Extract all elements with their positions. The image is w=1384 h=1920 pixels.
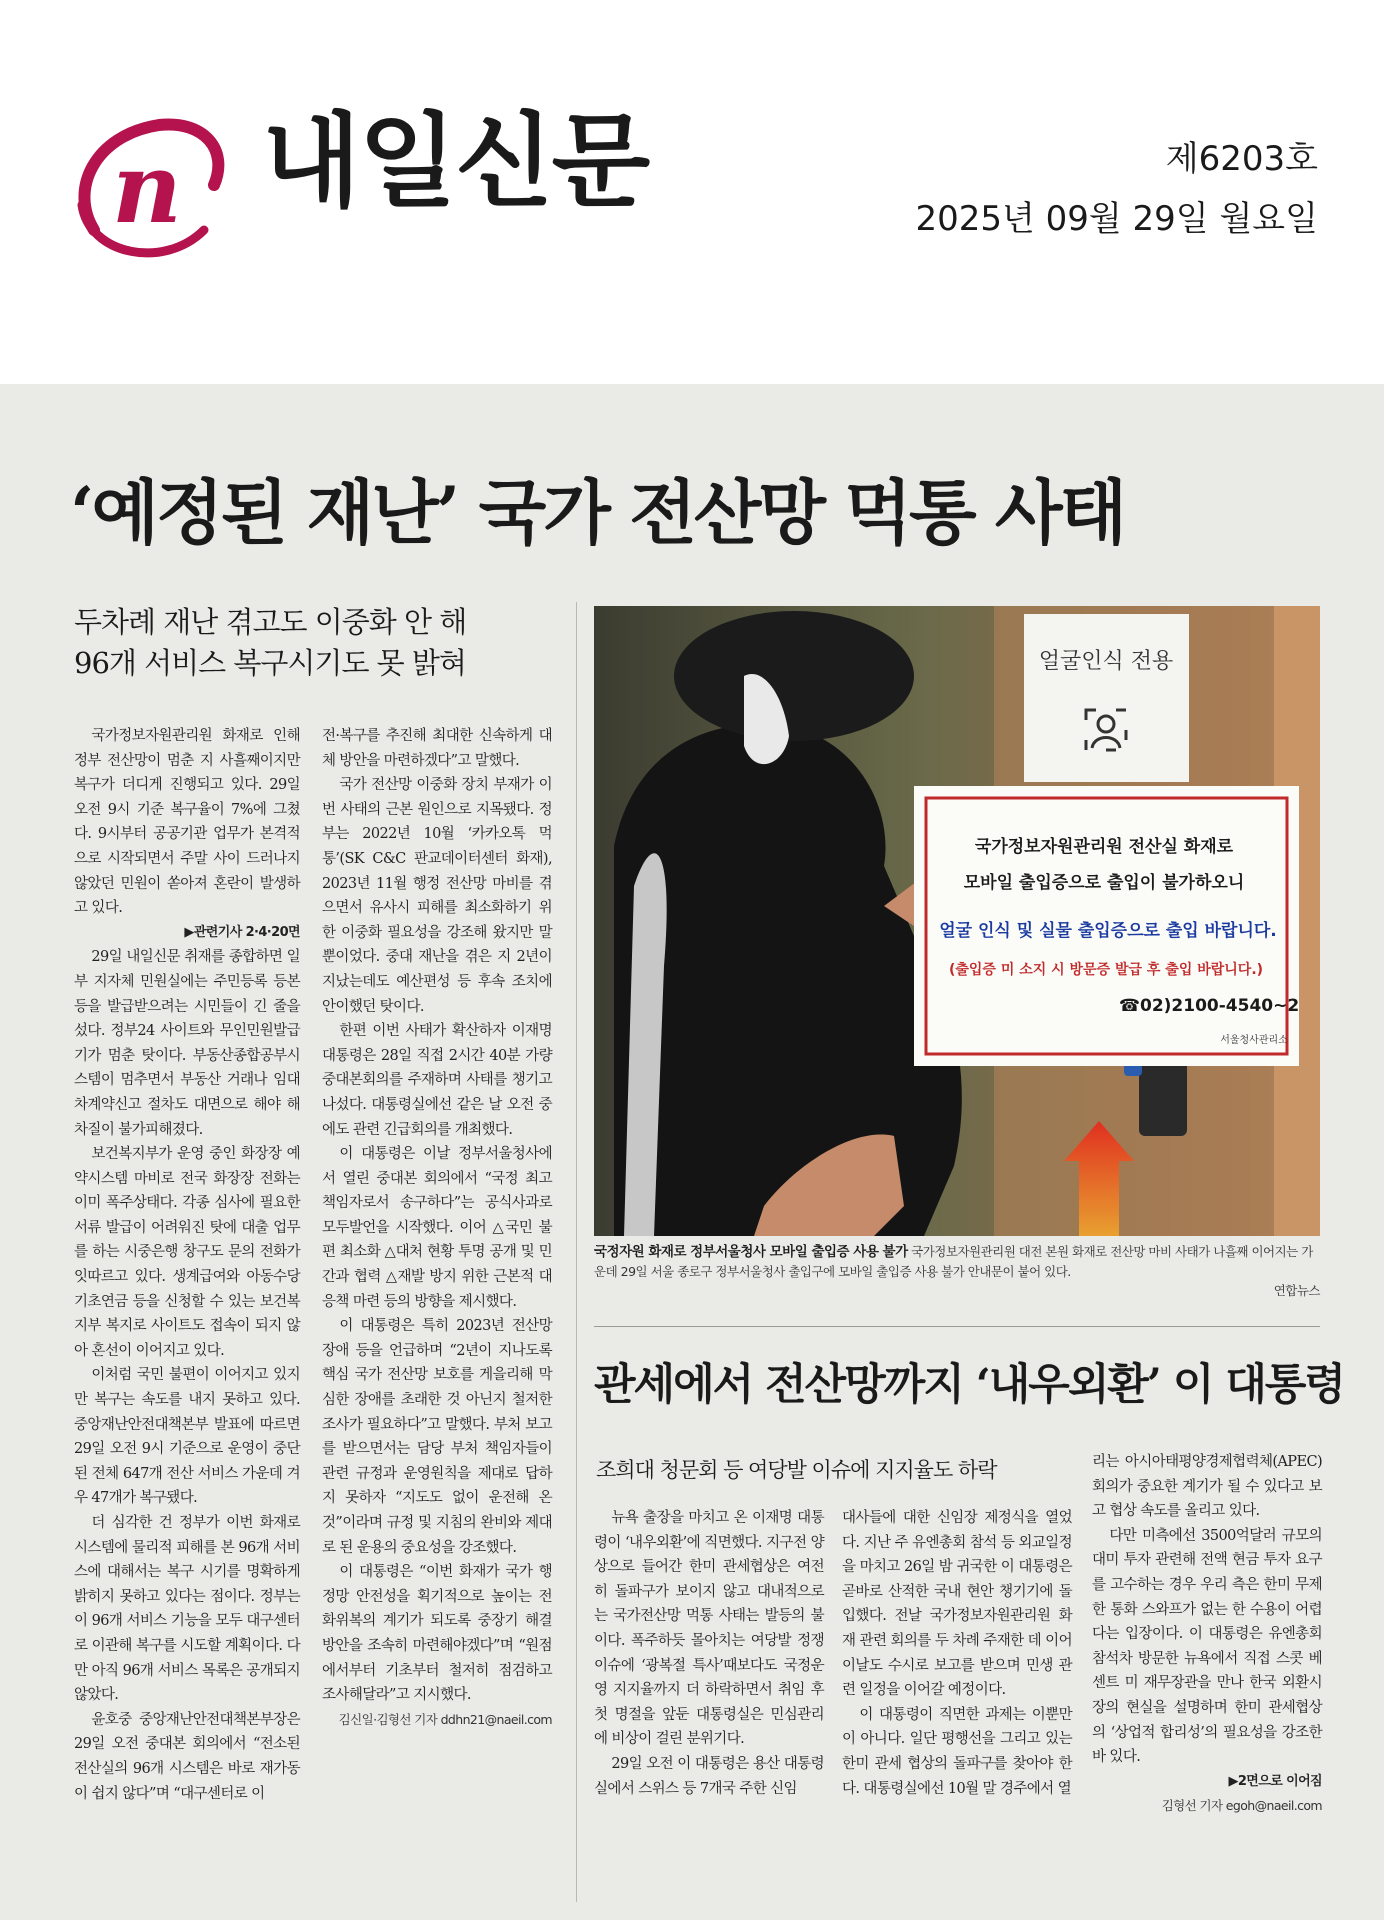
caption-text: 국가정보자원관리원 대전 본원 화재로 전산망 마비 사태가 나흘째 이어지는 가운데 29일 서울 종로구 정부서울청사 출입구에 모바일 출입증 사용 불가 안내문이 붙어 있다. [594, 1244, 1313, 1279]
svg-text:n: n [112, 132, 182, 245]
paragraph: 대사들에 대한 신임장 제정식을 열었다. 지난 주 유엔총회 참석 등 외교일정을 마치고 26일 밤 귀국한 이 대통령은 곧바로 산적한 국내 현안 챙기기에 돌입했다. 전날 국가정보자원관리원 화재 관련 회의를 두 차례 주재한 데 이어 이날도 수시로 보고를 받으며 민생 관련 일정을 이어갈 예정이다. [842, 1510, 1072, 1699]
paragraph: 이 대통령이 직면한 과제는 이뿐만이 아니다. 일단 평행선을 그리고 있는 한미 관세 협상의 돌파구를 찾아야 한다. 대통령실에선 10월 말 경주에서 열 [842, 1706, 1072, 1797]
sign-face-recognition: 얼굴인식 전용 [1038, 649, 1174, 674]
continue-ref: ▶2면으로 이어짐 [1228, 1773, 1322, 1789]
caption-title: 국정자원 화재로 정부서울청사 모바일 출입증 사용 불가 [594, 1244, 908, 1260]
paragraph: 국가 전산망 이중화 장치 부재가 이번 사태의 근본 원인으로 지목됐다. 정부는 2022년 10월 ‘카카오톡 먹통’(SK C&C 판교데이터센터 화재), 2023년 11월 행정 전산망 마비를 겪으면서 유사시 피해를 최소화하기 위한 이중화 필요성을 강조해 왔지만 말뿐이었다. 중대 재난을 겪은 지 2년이 지났는데도 예산편성 등 후속 조치에 안이했던 탓이다. [322, 777, 552, 1015]
caption-credit: 연합뉴스 [1273, 1283, 1320, 1298]
paragraph: 한편 이번 사태가 확산하자 이재명 대통령은 28일 직접 2시간 40분 가량 중대본회의를 주재하며 사태를 챙기고 나섰다. 대통령실에선 같은 날 오전 중에도 관련 긴급회의를 개최했다. [322, 1023, 552, 1138]
notice-line: 모바일 출입증으로 출입이 불가하오니 [963, 873, 1245, 893]
article2-byline: 김형선 기자 egoh@naeil.com [1161, 1798, 1322, 1814]
subhead-line: 두차례 재난 겪고도 이중화 안 해 [74, 605, 467, 639]
related-articles-ref: ▶관련기사 2·4·20면 [184, 924, 300, 940]
article1-byline: 김신일·김형선 기자 ddhn21@naeil.com [338, 1711, 552, 1727]
paragraph: 이 대통령은 “이번 화재가 국가 행정망 안전성을 획기적으로 높이는 전화위복의 계기가 되도록 중장기 해결 방안을 조속히 마련해야겠다”며 “원점에서부터 기초부터 철저히 점검하고 조사해달라”고 지시했다. [322, 1564, 552, 1704]
masthead [0, 0, 1384, 384]
paragraph: 29일 내일신문 취재를 종합하면 일부 지자체 민원실에는 주민등록 등본 등을 발급받으려는 시민들이 긴 줄을 섰다. 정부24 사이트와 무인민원발급기가 멈춘 탓이다. 부동산종합공부시스템이 멈추면서 부동산 거래나 임대차계약신고 절차도 대면으로 해야 해 차질이 불가피해졌다. [74, 949, 300, 1138]
second-headline: 관세에서 전산망까지 ‘내우외환’ 이 대통령 [594, 1360, 1344, 1410]
notice-line: 얼굴 인식 및 실물 출입증으로 출입 바랍니다. [939, 921, 1277, 941]
paragraph: 이 대통령은 특히 2023년 전산망 장애 등을 언급하며 “2년이 지나도록 핵심 국가 전산망 보호를 게을리해 막심한 장애를 초래한 것 아닌지 철저한 조사가 필요하다”고 말했다. 부처 보고를 받으면서는 담당 부처 책임자들이 관련 규정과 운영원칙을 제대로 답하지 못하자 “지도도 없이 운전해 온 것”이라며 규정 및 지침의 완비와 제대로 된 운용의 중요성을 강조했다. [322, 1318, 552, 1556]
news-photo [594, 606, 1320, 1236]
article2-column-1 [594, 1506, 824, 1801]
issue-number: 제6203호 [1165, 139, 1318, 179]
paragraph: 보건복지부가 운영 중인 화장장 예약시스템 마비로 전국 화장장 전화는 이미 폭주상태다. 각종 심사에 필요한 서류 발급이 어려워진 탓에 대출 업무를 하는 시중은행 창구도 문의 전화가 잇따르고 있다. 생계급여와 아동수당 기초연금 등을 신청할 수 있는 보건복지부 복지로 사이트도 접속이 되지 않아 혼선이 이어지고 있다. [74, 1146, 300, 1359]
paragraph: 윤호중 중앙재난안전대책본부장은 29일 오전 중대본 회의에서 “전소된 전산실의 96개 시스템은 바로 재가동이 쉽지 않다”며 “대구센터로 이 [74, 1711, 300, 1802]
paragraph: 뉴욕 출장을 마치고 온 이재명 대통령이 ‘내우외환’에 직면했다. 지구전 양상으로 들어간 한미 관세협상은 여전히 돌파구가 보이지 않고 대내적으로는 국가전산망 먹통 사태는 발등의 불이다. 폭주하듯 몰아치는 여당발 정쟁 이슈에 ‘광복절 특사’때보다도 국정운영 지지율까지 더 하락하면서 취임 후 첫 명절을 앞둔 대통령실은 민심관리에 비상이 걸린 분위기다. [594, 1510, 824, 1748]
notice-line: 국가정보자원관리원 전산실 화재로 [974, 837, 1234, 857]
paragraph: 리는 아시아태평양경제협력체(APEC) 회의가 중요한 계기가 될 수 있다고 보고 협상 속도를 올리고 있다. [1092, 1454, 1322, 1520]
paragraph: 이처럼 국민 불편이 이어지고 있지만 복구는 속도를 내지 못하고 있다. 중앙재난안전대책본부 발표에 따르면 29일 오전 9시 기준으로 운영이 중단된 전체 647개 전산 서비스 가운데 겨우 47개가 복구됐다. [74, 1367, 300, 1507]
notice-org: 서울청사관리소 [1220, 1035, 1288, 1046]
newspaper-name: 내일신문 [262, 103, 649, 222]
naeil-logo-icon [64, 110, 234, 270]
front-page [0, 384, 1384, 1920]
article2-column-3 [1092, 1450, 1322, 1819]
notice-phone: ☎02)2100-4540~2 [1118, 996, 1300, 1016]
paragraph: 다만 미측에선 3500억달러 규모의 대미 투자 관련해 전액 현금 투자 요구를 고수하는 경우 우리 측은 한미 무제한 통화 스와프가 없는 한 수용이 어렵다는 입장이다. 이 대통령은 유엔총회 참석차 방문한 뉴욕에서 직접 스콧 베센트 미 재무장관을 만나 한국 외환시장의 현실을 설명하며 한미 관세협상의 ‘상업적 합리성’의 필요성을 강조한 바 있다. [1092, 1527, 1322, 1766]
section-divider [594, 1326, 1320, 1327]
column-divider [576, 602, 577, 1902]
paragraph: 더 심각한 건 정부가 이번 화재로 시스템에 물리적 피해를 본 96개 서비스에 대해서는 복구 시기를 명확하게 밝히지 못하고 있다는 점이다. 정부는 이 96개 서비스 기능을 모두 대구센터로 이관해 복구를 시도할 계획이다. 다만 아직 96개 서비스 목록은 공개되지 않았다. [74, 1515, 300, 1704]
article1-column-2 [322, 724, 552, 1732]
issue-date: 2025년 09월 29일 월요일 [915, 199, 1318, 239]
paragraph: 전·복구를 추진해 최대한 신속하게 대체 방안을 마련하겠다”고 말했다. [322, 728, 552, 769]
main-subhead [74, 602, 574, 684]
paragraph: 이 대통령은 이날 정부서울청사에서 열린 중대본 회의에서 “국정 최고 책임자로서 송구하다”는 공식사과로 모두발언을 시작했다. 이어 △국민 불편 최소화 △대처 현황 투명 공개 및 민간과 협력 △재발 방지 위한 근본적 대응책 마련 등의 방향을 제시했다. [322, 1146, 552, 1310]
notice-line: (출입증 미 소지 시 방문증 발급 후 출입 바랍니다.) [948, 962, 1264, 978]
subhead-line: 96개 서비스 복구시기도 못 밝혀 [74, 646, 466, 680]
second-subhead: 조희대 청문회 등 여당발 이슈에 지지율도 하락 [596, 1458, 997, 1482]
main-headline: ‘예정된 재난’ 국가 전산망 먹통 사태 [70, 471, 1125, 554]
photo-caption [594, 1242, 1320, 1300]
paragraph: 국가정보자원관리원 화재로 인해 정부 전산망이 멈춘 지 사흘째이지만 복구가 더디게 진행되고 있다. 29일 오전 9시 기준 복구율이 7%에 그쳤다. 9시부터 공공기관 업무가 본격적으로 시작되면서 주말 사이 드러나지 않았던 민원이 쏟아져 혼란이 발생하고 있다. [74, 728, 300, 917]
article1-column-1 [74, 724, 300, 1806]
article2-column-2 [842, 1506, 1072, 1801]
paragraph: 29일 오전 이 대통령은 용산 대통령실에서 스위스 등 7개국 주한 신임 [594, 1755, 824, 1797]
